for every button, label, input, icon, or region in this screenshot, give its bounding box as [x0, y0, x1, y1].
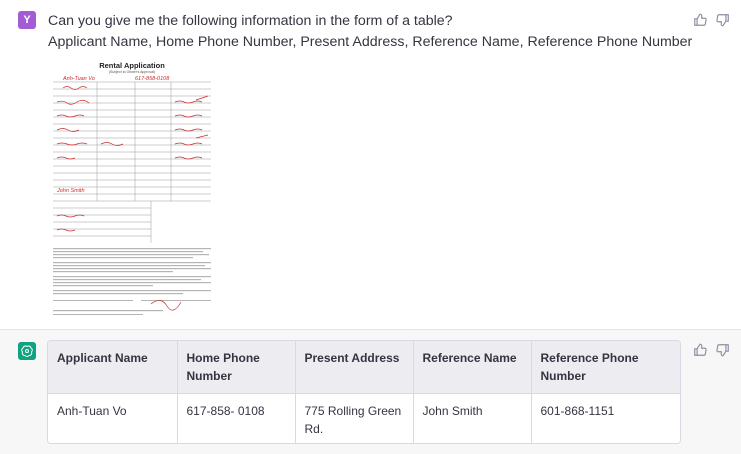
header-reference-name: Reference Name	[413, 341, 531, 394]
header-home-phone-number: Home Phone Number	[177, 341, 295, 394]
cell-applicant-name: Anh-Tuan Vo	[48, 394, 177, 445]
table-header-row	[48, 341, 681, 394]
thumbs-up-icon[interactable]	[693, 13, 707, 27]
table-row	[48, 394, 681, 445]
header-present-address: Present Address	[295, 341, 413, 394]
document-subtitle: (Subject to Owner's Approval)	[108, 70, 156, 74]
openai-logo-glyph	[21, 345, 33, 357]
document-handwritten-name: Anh-Tuan Vo	[63, 76, 95, 82]
cell-home-phone-number: 617-858- 0108	[177, 394, 295, 445]
response-table	[48, 341, 681, 444]
user-avatar-icon	[18, 11, 36, 29]
openai-logo-icon	[18, 342, 36, 360]
thumbs-up-icon[interactable]	[693, 343, 707, 357]
user-message-actions	[693, 13, 730, 27]
user-message-line-1: Can you give me the following information in the form of a table?	[48, 13, 453, 29]
cell-present-address: 775 Rolling Green Rd.	[295, 394, 413, 445]
thumbs-down-icon[interactable]	[716, 343, 730, 357]
document-handwritten-phone: 617-858-0108	[135, 76, 170, 82]
document-title: Rental Application	[99, 61, 165, 70]
user-message-text	[48, 11, 698, 53]
thumbs-down-icon[interactable]	[716, 13, 730, 27]
assistant-message	[0, 330, 741, 454]
header-applicant-name: Applicant Name	[48, 341, 177, 394]
user-message-line-2: Applicant Name, Home Phone Number, Present Address, Reference Name, Reference Phone Number	[48, 34, 693, 50]
rental-application-image	[51, 58, 213, 322]
assistant-message-actions	[693, 343, 730, 357]
document-handwritten-reference: John Smith	[57, 188, 85, 194]
user-avatar-letter: Y	[23, 14, 31, 26]
response-table-container	[47, 340, 681, 444]
cell-reference-name: John Smith	[413, 394, 531, 445]
header-reference-phone-number: Reference Phone Number	[531, 341, 681, 394]
cell-reference-phone-number: 601-868-1151	[531, 394, 681, 445]
